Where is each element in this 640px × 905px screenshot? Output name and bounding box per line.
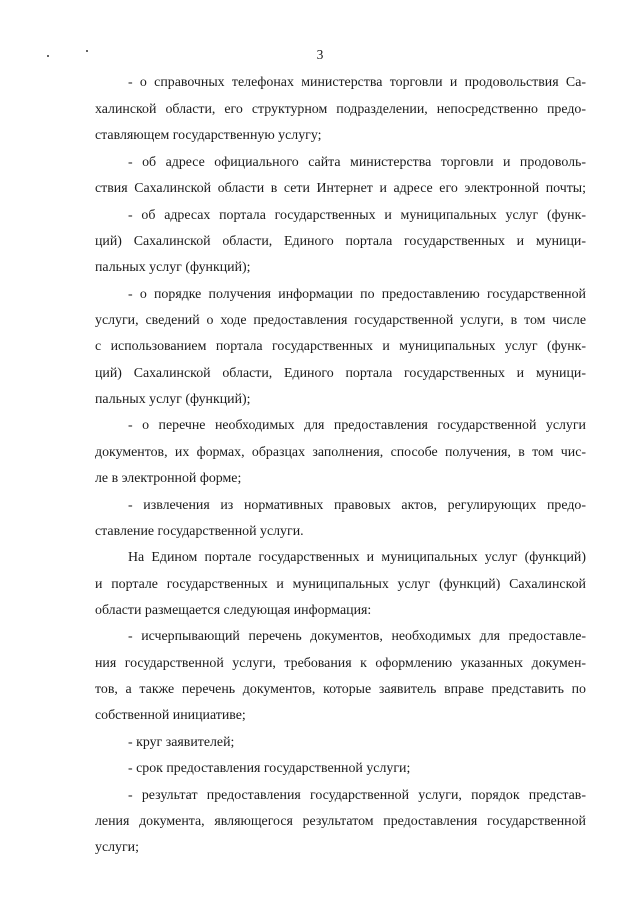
- text-line: услуги, сведений о ходе предоставления государственной услуги, в том числе: [95, 313, 586, 328]
- text-line: с использованием портала государственных и муниципальных услуг (функ-: [95, 339, 586, 354]
- text-line: пальных услуг (функций);: [95, 392, 251, 407]
- text-line: - об адресах портала государственных и муниципальных услуг (функ-: [128, 208, 586, 223]
- text-line: На Едином портале государственных и муниципальных услуг (функций): [128, 550, 586, 565]
- text-line: тов, а также перечень документов, которые заявитель вправе представить по: [95, 682, 586, 697]
- text-line: ций) Сахалинской области, Единого портала государственных и муници-: [95, 366, 586, 381]
- text-line: халинской области, его структурном подразделении, непосредственно предо-: [95, 102, 586, 117]
- text-line: - о перечне необходимых для предоставления государственной услуги: [128, 418, 586, 433]
- text-line: - извлечения из нормативных правовых актов, регулирующих предо-: [128, 498, 586, 513]
- text-line: - об адресе официального сайта министерства торговли и продоволь-: [128, 155, 586, 170]
- text-line: - результат предоставления государственной услуги, порядок представ-: [128, 788, 586, 803]
- text-line: ле в электронной форме;: [95, 471, 242, 486]
- text-line: ставление государственной услуги.: [95, 524, 304, 539]
- text-line: области размещается следующая информация:: [95, 603, 372, 618]
- text-line: документов, их формах, образцах заполнения, способе получения, в том чис-: [95, 445, 586, 460]
- text-line: - о порядке получения информации по предоставлению государственной: [128, 287, 586, 302]
- text-line: и портале государственных и муниципальных услуг (функций) Сахалинской: [95, 577, 586, 592]
- text-line: - круг заявителей;: [128, 735, 235, 750]
- text-line: ствия Сахалинской области в сети Интернет и адресе его электронной почты;: [95, 181, 586, 196]
- text-line: ния государственной услуги, требования к оформлению указанных докумен-: [95, 656, 586, 671]
- text-line: ций) Сахалинской области, Единого портала государственных и муници-: [95, 234, 586, 249]
- text-line: ставляющем государственную услугу;: [95, 128, 322, 143]
- page-number: 3: [316, 47, 324, 62]
- text-line: услуги;: [95, 840, 139, 855]
- text-line: пальных услуг (функций);: [95, 260, 251, 275]
- text-line: - о справочных телефонах министерства торговли и продовольствия Са-: [128, 75, 586, 90]
- text-line: ления документа, являющегося результатом предоставления государственной: [95, 814, 586, 829]
- text-line: - исчерпывающий перечень документов, необходимых для предоставле-: [128, 629, 586, 644]
- text-line: - срок предоставления государственной услуги;: [128, 761, 411, 776]
- text-line: собственной инициативе;: [95, 708, 246, 723]
